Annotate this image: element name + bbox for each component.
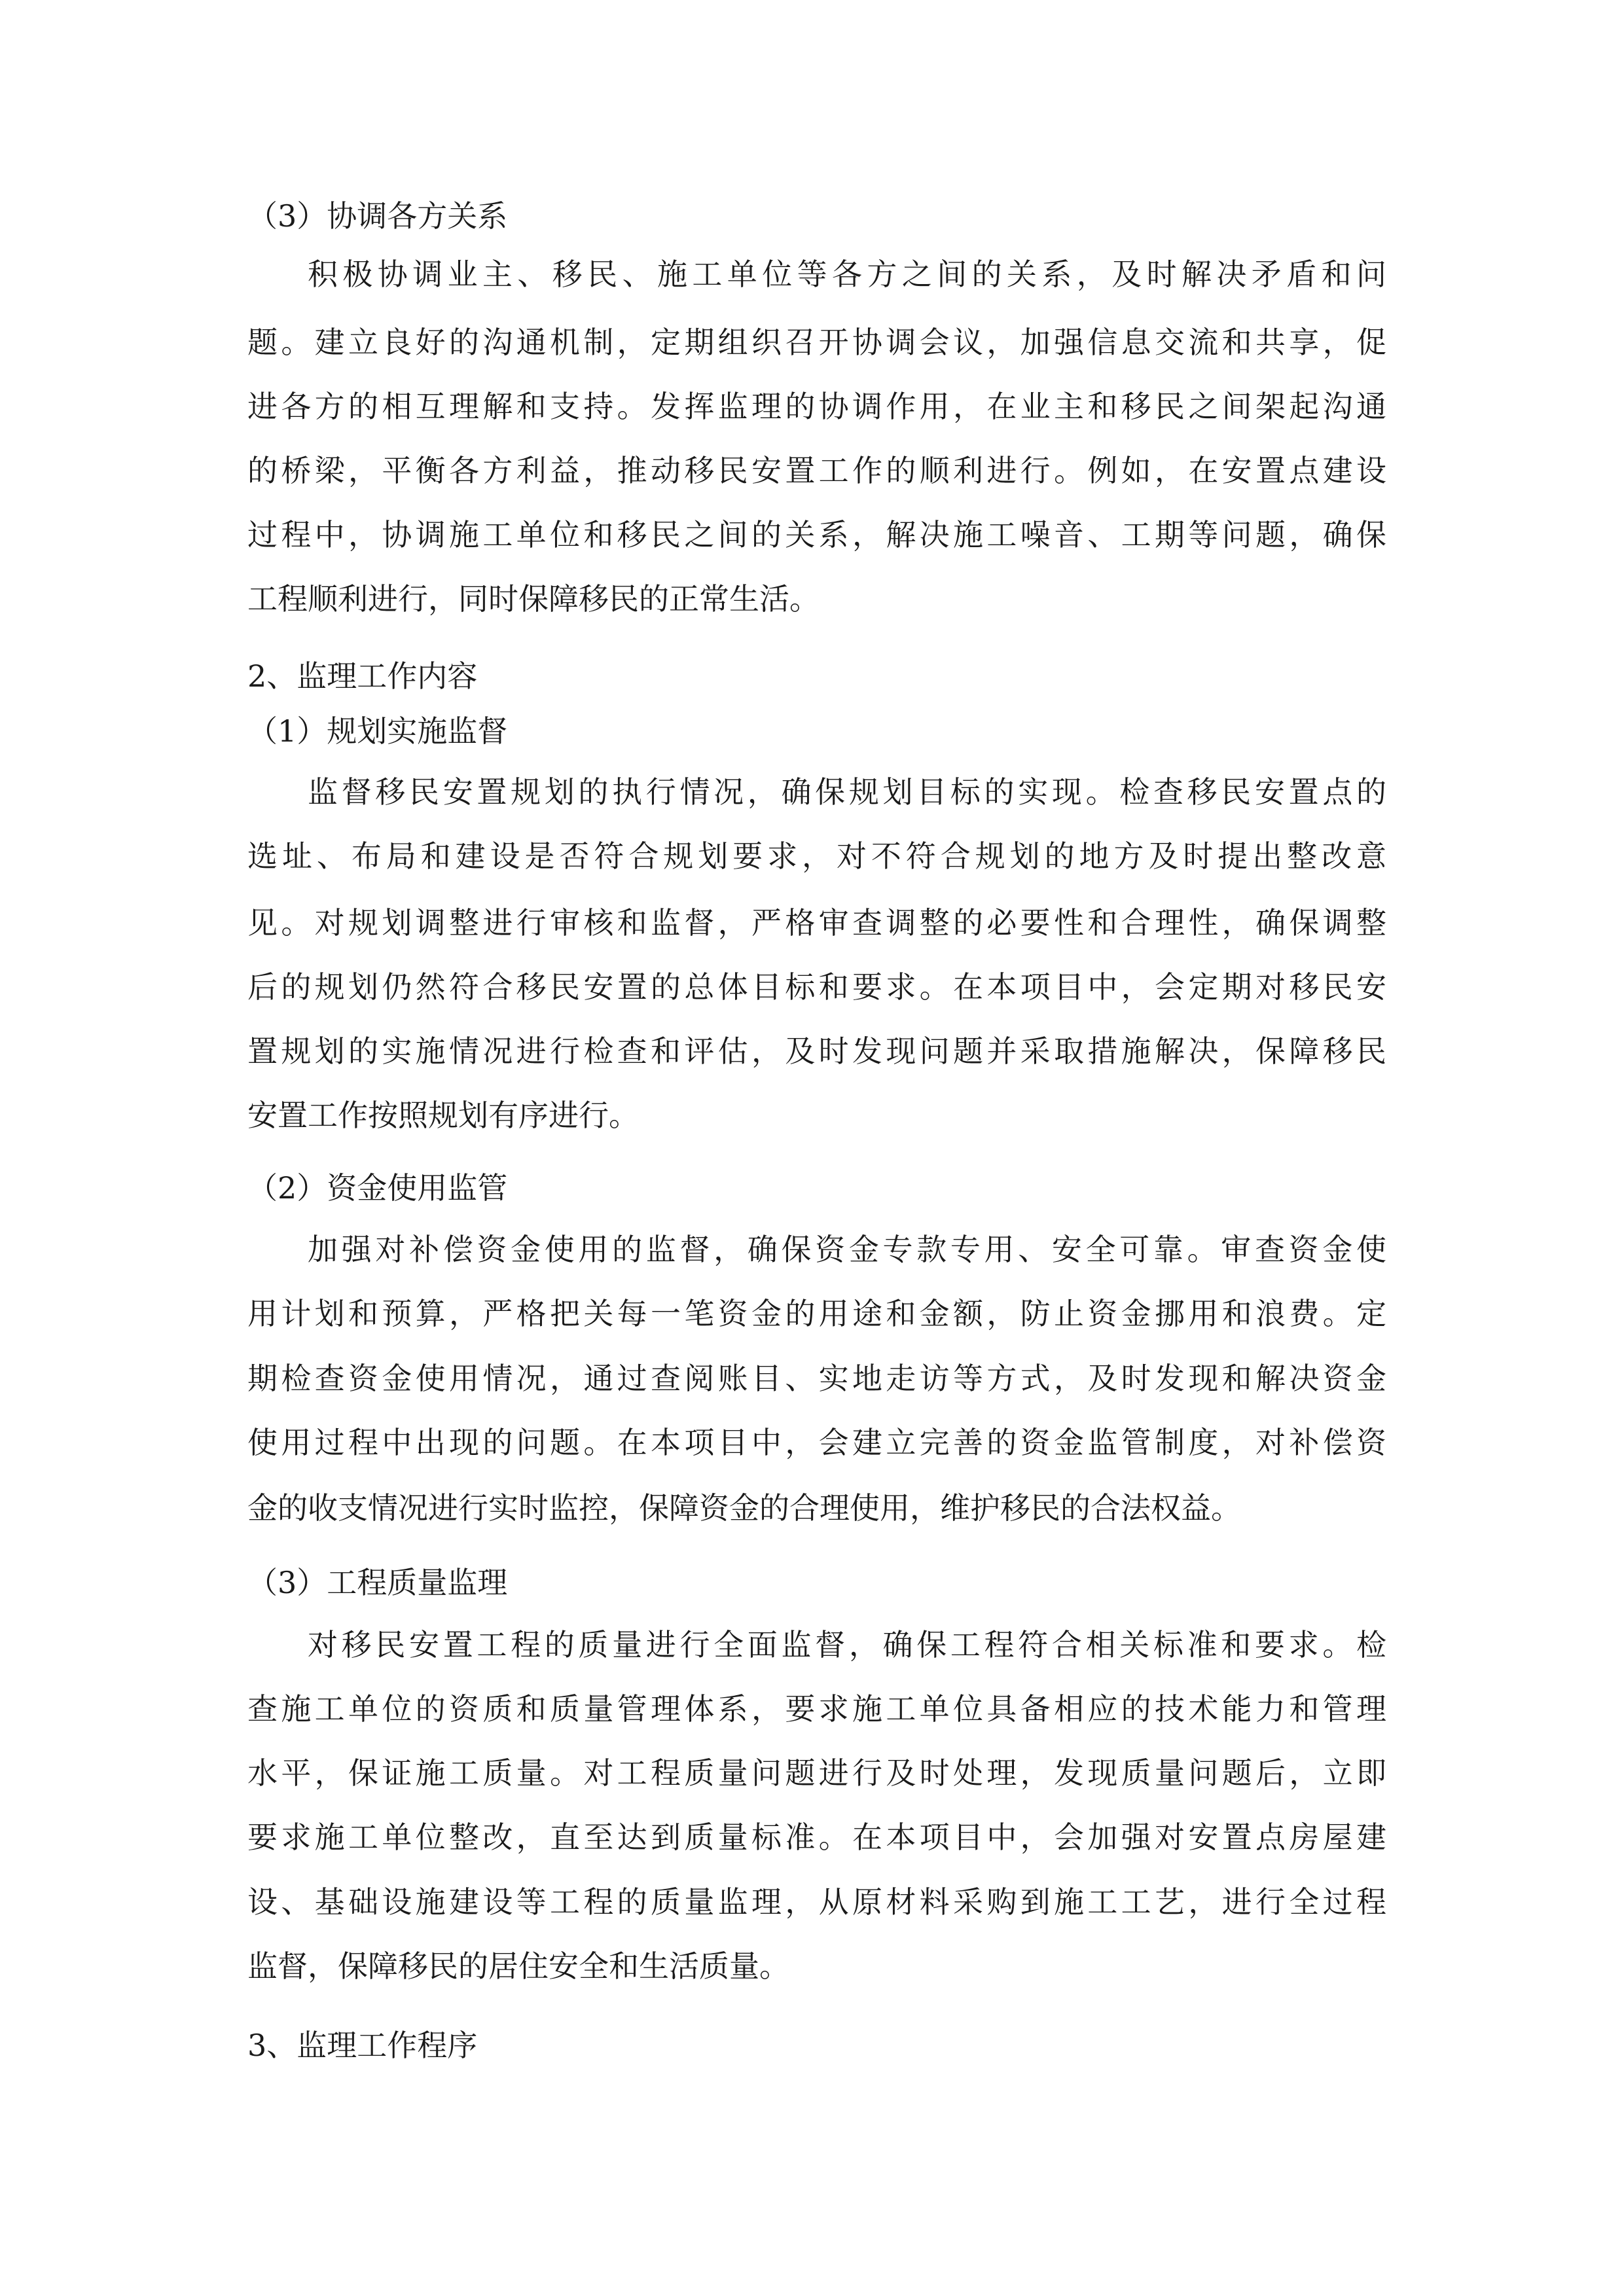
paragraph-line: 加强对补偿资金使用的监督，确保资金专款专用、安全可靠。审查资金使 <box>308 1232 1386 1267</box>
paragraph-line: 水平，保证施工质量。对工程质量问题进行及时处理，发现质量问题后，立即 <box>247 1755 1386 1791</box>
section-heading-funds: （2）资金使用监管 <box>247 1170 508 1206</box>
paragraph-line: 用计划和预算，严格把关每一笔资金的用途和金额，防止资金挪用和浪费。定 <box>247 1296 1386 1331</box>
paragraph-line: 的桥梁，平衡各方利益，推动移民安置工作的顺利进行。例如，在安置点建设 <box>247 453 1386 488</box>
section-heading-planning: （1）规划实施监督 <box>247 713 508 749</box>
paragraph-line: 过程中，协调施工单位和移民之间的关系，解决施工噪音、工期等问题，确保 <box>247 517 1386 552</box>
paragraph-line: 置规划的实施情况进行检查和评估，及时发现问题并采取措施解决，保障移民 <box>247 1033 1386 1069</box>
paragraph-line: 使用过程中出现的问题。在本项目中，会建立完善的资金监管制度，对补偿资 <box>247 1425 1386 1460</box>
paragraph-line: 见。对规划调整进行审核和监督，严格审查调整的必要性和合理性，确保调整 <box>247 905 1386 941</box>
paragraph-line: 要求施工单位整改，直至达到质量标准。在本项目中，会加强对安置点房屋建 <box>247 1820 1386 1855</box>
paragraph-line: 对移民安置工程的质量进行全面监督，确保工程符合相关标准和要求。检 <box>308 1627 1386 1662</box>
section-heading-coordination: （3）协调各方关系 <box>247 198 508 234</box>
paragraph-line: 选址、布局和建设是否符合规划要求，对不符合规划的地方及时提出整改意 <box>247 838 1386 874</box>
paragraph-line: 金的收支情况进行实时监控，保障资金的合理使用，维护移民的合法权益。 <box>247 1490 1241 1526</box>
paragraph-line: 安置工作按照规划有序进行。 <box>247 1098 639 1133</box>
paragraph-line: 期检查资金使用情况，通过查阅账目、实地走访等方式，及时发现和解决资金 <box>247 1361 1386 1396</box>
section-heading-work-content: 2、监理工作内容 <box>247 658 478 694</box>
paragraph-line: 进各方的相互理解和支持。发挥监理的协调作用，在业主和移民之间架起沟通 <box>247 389 1386 424</box>
paragraph-line: 查施工单位的资质和质量管理体系，要求施工单位具备相应的技术能力和管理 <box>247 1691 1386 1727</box>
paragraph-line: 积极协调业主、移民、施工单位等各方之间的关系，及时解决矛盾和问 <box>308 257 1386 292</box>
paragraph-line: 监督移民安置规划的执行情况，确保规划目标的实现。检查移民安置点的 <box>308 774 1386 810</box>
paragraph-line: 设、基础设施建设等工程的质量监理，从原材料采购到施工工艺，进行全过程 <box>247 1884 1386 1920</box>
paragraph-line: 后的规划仍然符合移民安置的总体目标和要求。在本项目中，会定期对移民安 <box>247 969 1386 1005</box>
section-heading-quality: （3）工程质量监理 <box>247 1565 508 1600</box>
section-heading-procedure: 3、监理工作程序 <box>247 2028 478 2063</box>
paragraph-line: 监督，保障移民的居住安全和生活质量。 <box>247 1948 789 1984</box>
paragraph-line: 工程顺利进行，同时保障移民的正常生活。 <box>247 581 820 617</box>
paragraph-line: 题。建立良好的沟通机制，定期组织召开协调会议，加强信息交流和共享，促 <box>247 325 1386 360</box>
